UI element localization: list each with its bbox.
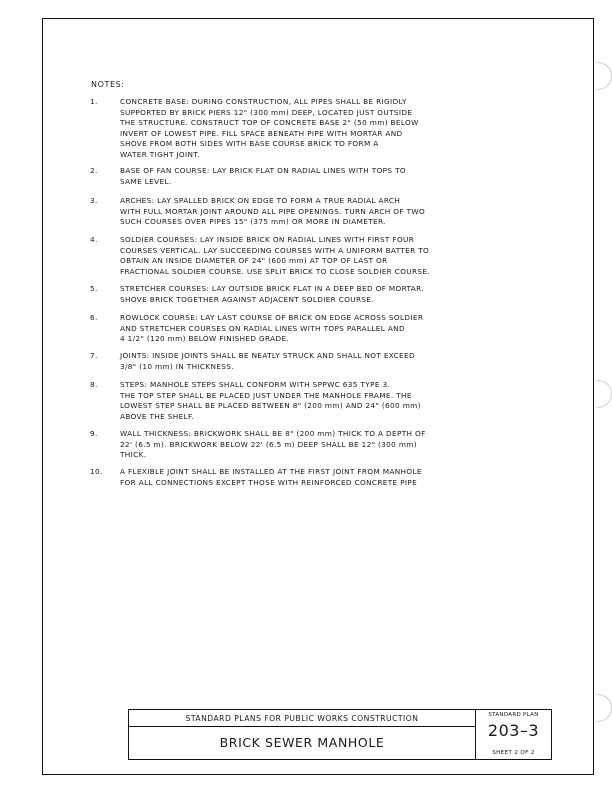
note-line: STEPS: MANHOLE STEPS SHALL CONFORM WITH SPPWC 635 TYPE 3. [120,380,391,389]
note-line: SAME LEVEL. [120,176,172,186]
note-line: 3/8" (10 mm) IN THICKNESS. [120,361,234,371]
note-line: SOLDIER COURSES: LAY INSIDE BRICK ON RADIAL LINES WITH FIRST FOUR [120,235,415,244]
note-number: 9. [90,429,98,438]
note-line: WATER TIGHT JOINT. [120,149,200,159]
note-line: AND STRETCHER COURSES ON RADIAL LINES WITH TOPS PARALLEL AND [120,323,405,333]
note-text [120,380,460,422]
sheet-number: SHEET 2 OF 2 [492,750,535,756]
note-line: SUCH COURSES OVER PIPES 15" (375 mm) OR MORE IN DIAMETER. [120,217,386,227]
note-line: STRETCHER COURSES: LAY OUTSIDE BRICK FLAT IN A DEEP BED OF MORTAR. [120,284,424,293]
note-line: 22' (6.5 m). BRICKWORK BELOW 22' (6.5 m) DEEP SHALL BE 12" (300 mm) [120,439,417,449]
plan-number: 203–3 [487,721,540,740]
punch-hole-bottom [597,694,612,722]
note-line: THE STRUCTURE. CONSTRUCT TOP OF CONCRETE BASE 2" (50 mm) BELOW [120,118,419,128]
note-number: 4. [90,235,98,244]
note-line: LOWEST STEP SHALL BE PLACED BETWEEN 8" (200 mm) AND 24" (600 mm) [120,401,421,411]
title-block-right [476,710,551,759]
note-number: 1. [90,97,98,106]
note-text [120,166,460,187]
organization-label: STANDARD PLANS FOR PUBLIC WORKS CONSTRUCTION [129,710,475,727]
note-text [120,235,460,277]
note-number: 8. [90,380,98,389]
note-line: WITH FULL MORTAR JOINT AROUND ALL PIPE OPENINGS. TURN ARCH OF TWO [120,206,426,216]
note-number: 2. [90,166,98,175]
punch-hole-middle [597,380,612,408]
note-line: SUPPORTED BY BRICK PIERS 12" (300 mm) DEEP, LOCATED JUST OUTSIDE [120,107,413,117]
note-line: SHOVE FROM BOTH SIDES WITH BASE COURSE BRICK TO FORM A [120,139,379,149]
note-text [120,313,460,345]
note-text [120,284,460,305]
note-line: COURSES VERTICAL. LAY SUCCEEDING COURSES WITH A UNIFORM BATTER TO [120,245,430,255]
note-number: 7. [90,351,98,360]
note-text [120,429,460,461]
note-text [120,97,460,161]
note-line: INVERT OF LOWEST PIPE. FILL SPACE BENEATH PIPE WITH MORTAR AND [120,128,403,138]
note-line: A FLEXIBLE JOINT SHALL BE INSTALLED AT THE FIRST JOINT FROM MANHOLE [120,467,422,476]
drawing-title: BRICK SEWER MANHOLE [219,735,385,750]
title-block [128,709,552,760]
note-line: FOR ALL CONNECTIONS EXCEPT THOSE WITH REINFORCED CONCRETE PIPE [120,477,418,487]
note-line: 4 1/2" (120 mm) BELOW FINISHED GRADE. [120,334,290,344]
note-line: THICK. [120,450,147,460]
plan-label: STANDARD PLAN [488,712,539,718]
note-number: 3. [90,196,98,205]
note-line: BASE OF FAN COURSE: LAY BRICK FLAT ON RADIAL LINES WITH TOPS TO [120,166,406,175]
note-number: 6. [90,313,98,322]
note-line: CONCRETE BASE: DURING CONSTRUCTION, ALL PIPES SHALL BE RIGIDLY [120,97,407,106]
note-line: ROWLOCK COURSE: LAY LAST COURSE OF BRICK ON EDGE ACROSS SOLDIER [120,313,424,322]
note-line: WALL THICKNESS: BRICKWORK SHALL BE 8" (200 mm) THICK TO A DEPTH OF [120,429,426,438]
note-number: 10. [90,467,103,476]
note-line: SHOVE BRICK TOGETHER AGAINST ADJACENT SOLDIER COURSE. [120,294,375,304]
notes-title: NOTES: [91,80,125,89]
punch-hole-top [597,62,612,90]
note-line: OBTAIN AN INSIDE DIAMETER OF 24" (600 mm) AT TOP OF LAST OR [120,256,388,266]
note-line: JOINTS: INSIDE JOINTS SHALL BE NEATLY STRUCK AND SHALL NOT EXCEED [120,351,415,360]
note-line: ARCHES: LAY SPALLED BRICK ON EDGE TO FORM A TRUE RADIAL ARCH [120,196,401,205]
note-text [120,351,460,372]
note-line: ABOVE THE SHELF. [120,411,195,421]
title-block-left [129,710,476,759]
note-text [120,196,460,228]
note-line: THE TOP STEP SHALL BE PLACED JUST UNDER THE MANHOLE FRAME. THE [120,390,412,400]
note-text [120,467,460,488]
note-number: 5. [90,284,98,293]
note-line: FRACTIONAL SOLDIER COURSE. USE SPLIT BRICK TO CLOSE SOLDIER COURSE. [120,266,431,276]
